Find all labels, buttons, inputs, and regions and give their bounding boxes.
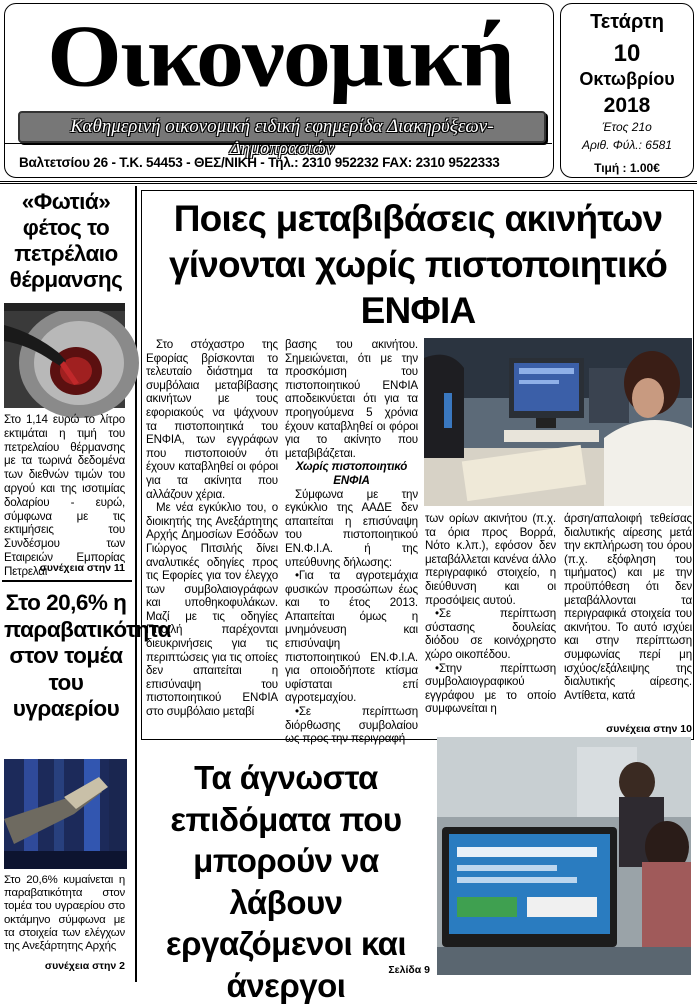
main-article-column-2 (285, 338, 418, 746)
main-article-column-4 (564, 512, 692, 702)
heating-oil-photo (4, 303, 125, 408)
tagline-bar (18, 111, 546, 159)
issue-number: Αριθ. Φύλ.: 6581 (582, 138, 672, 152)
sidebar-story1-headline-quote: «Φωτιά» (21, 189, 111, 214)
bottom-article-headline[interactable]: Τα άγνωστα επιδόματα που μπορούν να λάβουν εργαζόμενοι και άνεργοι (165, 759, 407, 1004)
bottom-article-page-ref[interactable]: Σελίδα 9 (388, 964, 430, 976)
main-article-paragraph: •Για τα αγροτεμάχια φυσικών προσώπων έως και το έτος 2013. Απαιτείται όμως η μνημόνευση και επισύναψη πιστοποιητικού ΕΝ.Φ.Ι.Α. για οποιοδήποτε κτίσμα υφίσταται επί αγροτεμαχίου. (285, 569, 418, 705)
office-workers-photo (437, 737, 691, 975)
sidebar-story1-headline[interactable] (4, 189, 128, 293)
tagline: Καθημερινή οικονομική ειδική εφημερίδα Διακηρύξεων-Δημοπρασιών (70, 116, 494, 159)
main-article-paragraph: των ορίων ακινήτου (π.χ. τα όρια προς Βορρά, Νότο κ.λπ.), εφόσον δεν μεταβάλλεται κανένα άλλο περιγραφικό στοιχείο, η διεύθυνση και οι προσόψεις αυτού. (425, 512, 556, 607)
issue-date-number: 10 (613, 40, 641, 67)
tax-office-photo (424, 338, 692, 506)
newspaper-logo: Οικονομική (47, 6, 513, 105)
issue-day: Τετάρτη (590, 11, 664, 33)
sidebar-story2-body: Στο 20,6% κυμαίνεται η παραβατικότητα στον τομέα του υγραερίου στο οκτάμηνο σύμφωνα με τα στοιχεία των ελέγχων της Ανεξάρτητης Αρχής (4, 874, 125, 953)
main-article-paragraph: •Σε περίπτωση διόρθωσης συμβολαίου ως προς την περιγραφή (285, 705, 418, 746)
masthead-divider (5, 143, 552, 144)
main-article-subheading: Χωρίς πιστοποιητικό ΕΝΦΙΑ (295, 460, 408, 487)
issue-year: 2018 (603, 94, 651, 117)
main-article-paragraph: άρση/απαλοιφή τεθείσας διαλυτικής αίρεσης μετά την εκπλήρωση του όρου (π.χ. εξόφληση του τιμήματος) και με την προϋπόθεση ότι δεν μεταβάλλονται τα περιγραφικά στοιχεία του ακινήτου. Το αυτό ισχύει και στην περίπτωση συμφωνίας περί μη ισχύος/εξάλειψης της διαλυτικής αίρεσης. Αντίθετα, κατά (564, 512, 692, 702)
lpg-pump-photo (4, 759, 127, 869)
main-article-continued[interactable]: συνέχεια στην 10 (606, 723, 692, 735)
sidebar-story1-continued[interactable]: συνέχεια στην 11 (39, 562, 125, 574)
sidebar-separator (2, 580, 132, 582)
main-article-paragraph: Στο στόχαστρο της Εφορίας βρίσκονται το τελευταίο διάστημα τα συμβόλαια μεταβίβασης ακινήτων με τους εφοριακούς να ψάχνουν τα πιστοποιητικά του ΕΝΦΙΑ, των εγγράφων που πιστοποιούν ότι έχουν καταβληθεί οι φόροι για τα ακίνητα που αλλάζουν χέρια. (146, 338, 278, 501)
main-article-column-3 (425, 512, 556, 716)
issue-month: Οκτωβρίου (579, 69, 675, 89)
sidebar-story1-body: Στο 1,14 ευρώ το λίτρο εκτιμάται η τιμή του πετρελαίου θέρμανσης με τα τωρινά δεδομένα των διεθνών τιμών του αργού και της ισοτιμίας δολαρίου - ευρώ, σύμφωνα με τις εκτιμήσεις του Συνδέσμου των Εταιρειών Εμπορίας Πετρελαι (4, 413, 125, 578)
sidebar-story1-headline-rest: φέτος το πετρέλαιο θέρμανσης (9, 215, 123, 292)
masthead (4, 3, 554, 178)
issue-price: Τιμή : 1.00€ (594, 161, 660, 175)
sidebar-story2-continued[interactable]: συνέχεια στην 2 (44, 960, 125, 972)
date-box (560, 3, 694, 178)
main-article-paragraph: Με νέα εγκύκλιο του, ο διοικητής της Ανεξάρτητης Αρχής Δημοσίων Εσόδων Γιώργος Πιτσιλής δίνει αναλυτικές οδηγίες προς τις Εφορίες για τον έλεγχο των συμβολαιογράφων και υποθηκοφυλάκων. Μαζί με τις οδηγίες Πιτσιλή παρέχονται διευκρινήσεις για τις περιπτώσεις για τις οποίες δεν απαιτείται η επισύναψη του πιστοποιητικού ΕΝΦΙΑ στο συμβόλαιο μεταβί (146, 501, 278, 719)
header-rule (0, 181, 697, 186)
year-of-issue: Έτος 21ο (602, 120, 652, 134)
address-line: Βαλτετσίου 26 - Τ.Κ. 54453 - ΘΕΣ/ΝΙΚΗ - Τηλ.: 2310 952232 FAX: 2310 9522333 (19, 155, 500, 170)
main-article-headline[interactable]: Ποιες μεταβιβάσεις ακινήτων γίνονται χωρίς πιστοποιητικό ΕΝΦΙΑ (168, 198, 668, 331)
main-article-paragraph: βασης του ακινήτου. Σημειώνεται, ότι με την προσκόμιση του πιστοποιητικού ΕΝΦΙΑ αποδεικνύεται ότι για τα προηγούμενα 5 χρόνια έχουν καταβληθεί οι φόροι για το ακίνητο που μεταβιβάζεται. (285, 338, 418, 460)
main-article-paragraph: Σύμφωνα με την εγκύκλιο της ΑΑΔΕ δεν απαιτείται η επισύναψη του πιστοποιητικού ΕΝ.Φ.Ι.Α. ή της υπεύθυνης δήλωσης: (285, 487, 418, 569)
sidebar-story2-headline[interactable]: Στο 20,6% η παραβατικότητα στον τομέα του υγραερίου (4, 590, 171, 722)
main-article-paragraph: •Σε περίπτωση σύστασης δουλείας διόδου σε κοινόχρηστο χώρο οικοπέδου. (425, 607, 556, 661)
main-article-column-1 (146, 338, 278, 719)
sidebar-divider (135, 186, 137, 982)
main-article-paragraph: •Στην περίπτωση συμβολαιογραφικού εγγράφου με το οποίο συμφωνείται η (425, 661, 556, 716)
